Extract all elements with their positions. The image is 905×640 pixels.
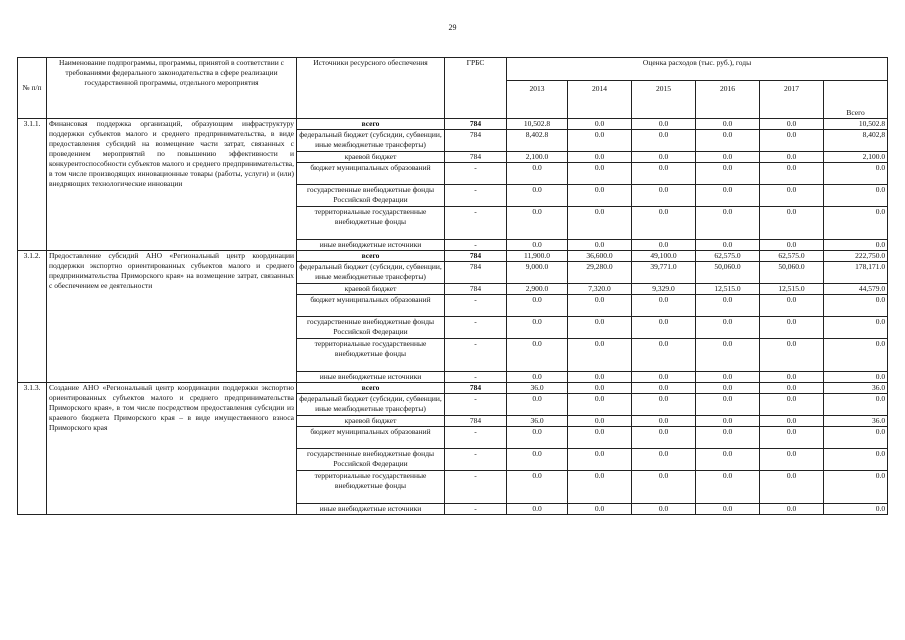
year-value: 0.0 [568,119,632,130]
year-value: 0.0 [632,295,696,317]
header-name: Наименование подпрограммы, программы, принятой в соответствии с требованиями федерального законодательства в сфере реализации государственной программы, отдельного мероприятия [47,58,297,119]
year-value: 9,000.0 [507,262,568,284]
year-value: 11,900.0 [507,251,568,262]
header-year: 2016 [696,81,760,119]
year-value: 29,280.0 [568,262,632,284]
funding-source: бюджет муниципальных образований [297,163,445,185]
year-value: 0.0 [632,317,696,339]
total-value: 44,579.0 [824,284,888,295]
year-value: 0.0 [696,295,760,317]
year-value: 0.0 [760,427,824,449]
year-value: 0.0 [568,383,632,394]
header-year: 2013 [507,81,568,119]
header-estimate: Оценка расходов (тыс. руб.), годы [507,58,888,81]
year-value: 0.0 [632,394,696,416]
header-row [18,58,888,81]
year-value: 0.0 [507,504,568,515]
year-value: 0.0 [568,471,632,504]
total-value: 10,502.8 [824,119,888,130]
year-value: 0.0 [760,130,824,152]
year-value: 0.0 [632,416,696,427]
year-value: 0.0 [632,163,696,185]
year-value: 2,900.0 [507,284,568,295]
section-name: Создание АНО «Региональный центр координации поддержки экспортно ориентированных субъектов малого и среднего предпринимательства Приморского края», в том числе посредством предоставления субсидии из краевого бюджета Приморского края – в виде имущественного взноса Приморского края [47,383,297,515]
year-value: 0.0 [696,185,760,207]
year-value: 0.0 [507,339,568,372]
year-value: 0.0 [568,372,632,383]
year-value: 0.0 [696,416,760,427]
section-number: 3.1.3. [18,383,47,515]
funding-source: бюджет муниципальных образований [297,295,445,317]
year-value: 0.0 [632,130,696,152]
year-value: 62,575.0 [696,251,760,262]
grbs-code: - [445,207,507,240]
year-value: 0.0 [568,427,632,449]
header-grbs: ГРБС [445,58,507,119]
year-value: 0.0 [632,119,696,130]
year-value: 50,060.0 [696,262,760,284]
total-value: 0.0 [824,207,888,240]
total-value: 222,750.0 [824,251,888,262]
year-value: 0.0 [632,383,696,394]
funding-source: краевой бюджет [297,152,445,163]
grbs-code: 784 [445,119,507,130]
funding-source: государственные внебюджетные фонды Российской Федерации [297,449,445,471]
year-value: 0.0 [507,207,568,240]
year-value: 0.0 [696,130,760,152]
year-value: 0.0 [568,317,632,339]
grbs-code: - [445,504,507,515]
table-row [18,251,888,262]
year-value: 0.0 [507,471,568,504]
funding-source: территориальные государственные внебюджетные фонды [297,207,445,240]
year-value: 0.0 [696,119,760,130]
year-value: 0.0 [760,504,824,515]
grbs-code: 784 [445,284,507,295]
year-value: 0.0 [760,416,824,427]
grbs-code: - [445,394,507,416]
total-value: 0.0 [824,295,888,317]
grbs-code: - [445,317,507,339]
year-value: 62,575.0 [760,251,824,262]
section-name: Предоставление субсидий АНО «Региональный центр координации поддержки экспортно ориентированных субъектов малого и среднего предпринимательства Приморского края» на возмещение затрат, связанных с обеспечением ее деятельности [47,251,297,383]
year-value: 0.0 [568,163,632,185]
year-value: 0.0 [632,240,696,251]
year-value: 0.0 [632,207,696,240]
year-value: 0.0 [760,119,824,130]
grbs-code: - [445,339,507,372]
header-year: 2014 [568,81,632,119]
grbs-code: 784 [445,130,507,152]
year-value: 0.0 [760,383,824,394]
header-sources: Источники ресурсного обеспечения [297,58,445,119]
year-value: 0.0 [760,339,824,372]
funding-source: всего [297,383,445,394]
year-value: 0.0 [696,163,760,185]
grbs-code: 784 [445,152,507,163]
year-value: 0.0 [696,152,760,163]
year-value: 0.0 [696,427,760,449]
year-value: 49,100.0 [632,251,696,262]
funding-source: федеральный бюджет (субсидии, субвенции, иные межбюджетные трансферты) [297,130,445,152]
year-value: 0.0 [507,295,568,317]
year-value: 0.0 [696,383,760,394]
year-value: 0.0 [568,449,632,471]
header-year: 2015 [632,81,696,119]
total-value: 0.0 [824,339,888,372]
year-value: 0.0 [760,394,824,416]
section-name: Финансовая поддержка организаций, образующим инфраструктуру поддержки субъектов малого и среднего предпринимательства, в виде предоставления субсидий на возмещение части затрат, связанных с проведением мероприятий по повышению эффективности и конкурентоспособности субъектов малого и среднего предпринимательства, в том числе производящих инновационные товары (работы, услуги) и (или) внедряющих технологические инновации [47,119,297,251]
year-value: 10,502.8 [507,119,568,130]
grbs-code: 784 [445,383,507,394]
year-value: 0.0 [760,295,824,317]
year-value: 0.0 [760,449,824,471]
total-value: 0.0 [824,471,888,504]
total-value: 0.0 [824,185,888,207]
year-value: 0.0 [507,185,568,207]
year-value: 36,600.0 [568,251,632,262]
year-value: 0.0 [696,372,760,383]
funding-source: краевой бюджет [297,284,445,295]
year-value: 0.0 [760,317,824,339]
year-value: 0.0 [696,394,760,416]
funding-source: государственные внебюджетные фонды Российской Федерации [297,317,445,339]
year-value: 0.0 [696,504,760,515]
year-value: 2,100.0 [507,152,568,163]
year-value: 0.0 [507,317,568,339]
year-value: 7,320.0 [568,284,632,295]
year-value: 8,402.8 [507,130,568,152]
year-value: 0.0 [760,207,824,240]
grbs-code: - [445,163,507,185]
year-value: 9,329.0 [632,284,696,295]
total-value: 36.0 [824,383,888,394]
section-number: 3.1.1. [18,119,47,251]
year-value: 0.0 [632,152,696,163]
funding-source: федеральный бюджет (субсидии, субвенции, иные межбюджетные трансферты) [297,262,445,284]
grbs-code: 784 [445,416,507,427]
year-value: 0.0 [632,504,696,515]
grbs-code: - [445,427,507,449]
year-value: 0.0 [760,372,824,383]
funding-source: территориальные государственные внебюджетные фонды [297,471,445,504]
funding-source: иные внебюджетные источники [297,372,445,383]
total-value: 0.0 [824,317,888,339]
grbs-code: - [445,295,507,317]
year-value: 0.0 [632,449,696,471]
year-value: 0.0 [568,207,632,240]
year-value: 0.0 [568,295,632,317]
funding-source: государственные внебюджетные фонды Российской Федерации [297,185,445,207]
total-value: 36.0 [824,416,888,427]
year-value: 0.0 [507,372,568,383]
year-value: 0.0 [696,317,760,339]
year-value: 36.0 [507,416,568,427]
year-value: 0.0 [632,339,696,372]
header-total: Всего [824,81,888,119]
funding-source: бюджет муниципальных образований [297,427,445,449]
year-value: 0.0 [760,185,824,207]
year-value: 0.0 [568,152,632,163]
year-value: 0.0 [568,504,632,515]
budget-table [17,57,888,515]
grbs-code: - [445,372,507,383]
year-value: 0.0 [568,416,632,427]
total-value: 0.0 [824,504,888,515]
page-number: 29 [448,23,457,32]
total-value: 0.0 [824,240,888,251]
year-value: 0.0 [760,471,824,504]
year-value: 36.0 [507,383,568,394]
grbs-code: - [445,240,507,251]
total-value: 178,171.0 [824,262,888,284]
year-value: 12,515.0 [760,284,824,295]
year-value: 0.0 [760,152,824,163]
year-value: 0.0 [507,163,568,185]
funding-source: иные внебюджетные источники [297,240,445,251]
table-row [18,119,888,130]
year-value: 0.0 [632,471,696,504]
year-value: 12,515.0 [696,284,760,295]
year-value: 0.0 [696,207,760,240]
funding-source: краевой бюджет [297,416,445,427]
year-value: 0.0 [632,372,696,383]
funding-source: всего [297,251,445,262]
year-value: 0.0 [632,185,696,207]
grbs-code: - [445,471,507,504]
year-value: 0.0 [696,471,760,504]
funding-source: иные внебюджетные источники [297,504,445,515]
total-value: 0.0 [824,394,888,416]
year-value: 0.0 [568,394,632,416]
header-number: № п/п [18,58,47,119]
year-value: 0.0 [696,339,760,372]
grbs-code: 784 [445,262,507,284]
grbs-code: - [445,449,507,471]
total-value: 8,402,8 [824,130,888,152]
year-value: 0.0 [696,240,760,251]
year-value: 0.0 [507,240,568,251]
funding-source: всего [297,119,445,130]
total-value: 2,100.0 [824,152,888,163]
table-row [18,383,888,394]
year-value: 0.0 [568,240,632,251]
funding-source: федеральный бюджет (субсидии, субвенции, иные межбюджетные трансферты) [297,394,445,416]
grbs-code: - [445,185,507,207]
year-value: 39,771.0 [632,262,696,284]
year-value: 0.0 [507,394,568,416]
funding-source: территориальные государственные внебюджетные фонды [297,339,445,372]
total-value: 0.0 [824,163,888,185]
year-value: 0.0 [760,163,824,185]
total-value: 0.0 [824,372,888,383]
total-value: 0.0 [824,449,888,471]
year-value: 0.0 [568,130,632,152]
section-number: 3.1.2. [18,251,47,383]
year-value: 0.0 [568,339,632,372]
year-value: 0.0 [568,185,632,207]
year-value: 0.0 [760,240,824,251]
header-year: 2017 [760,81,824,119]
grbs-code: 784 [445,251,507,262]
year-value: 0.0 [507,449,568,471]
year-value: 0.0 [696,449,760,471]
year-value: 0.0 [632,427,696,449]
year-value: 50,060.0 [760,262,824,284]
total-value: 0.0 [824,427,888,449]
year-value: 0.0 [507,427,568,449]
